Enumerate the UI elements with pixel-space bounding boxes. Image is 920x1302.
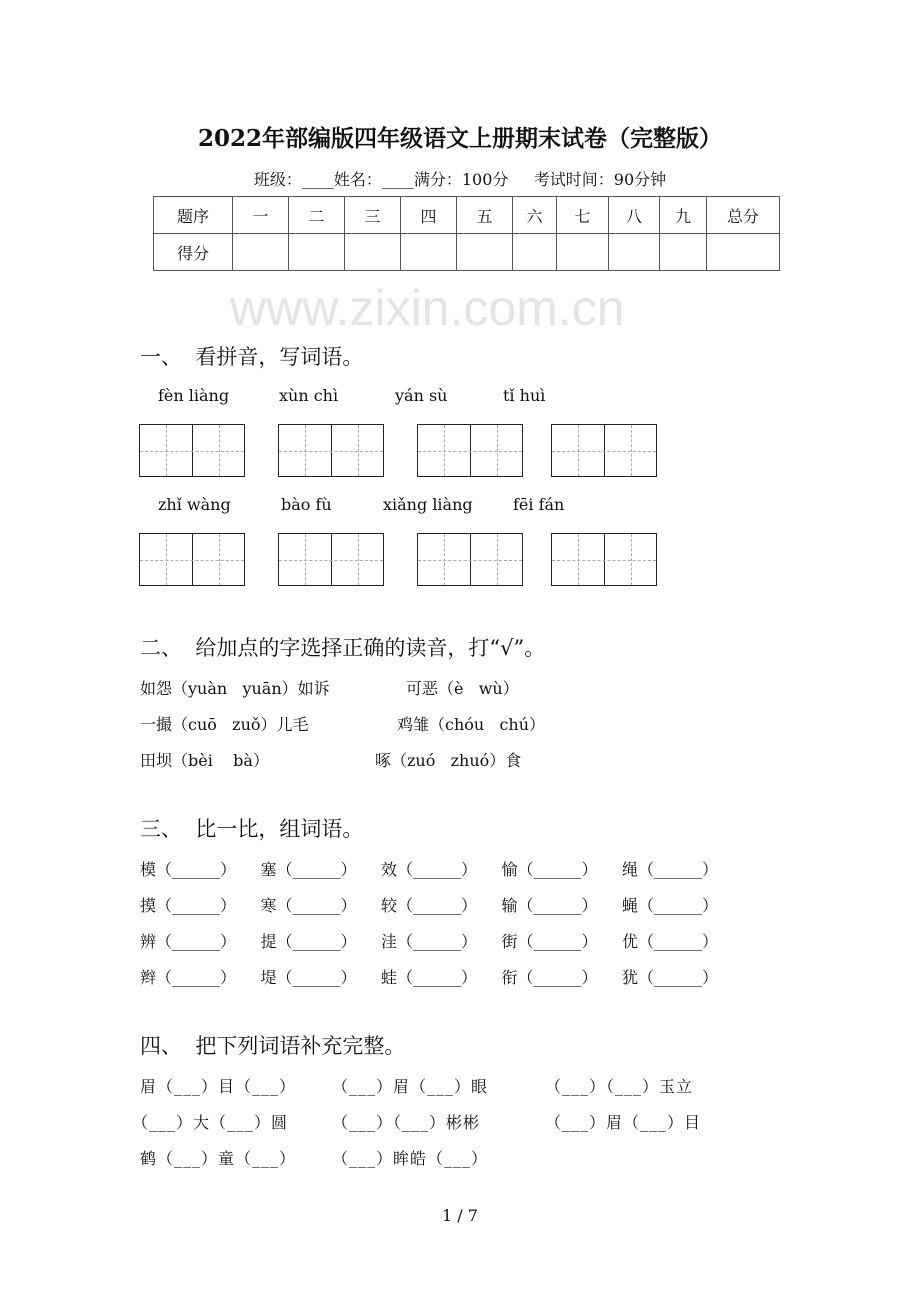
- word-compare-item: 模（______）: [140, 860, 237, 879]
- word-compare-item: 较（______）: [381, 896, 478, 915]
- section-2-heading: 二、 给加点的字选择正确的读音，打“√”。: [140, 636, 546, 660]
- score-cell[interactable]: [289, 234, 345, 271]
- word-compare-item: 辫（______）: [140, 968, 237, 987]
- reading-choice-item: 啄（zuó zhuó）食: [375, 751, 522, 770]
- grid-line: [305, 425, 306, 476]
- pinyin-label: xùn chì: [279, 386, 339, 405]
- grid-line: [444, 534, 445, 585]
- word-compare-item: 输（______）: [501, 896, 598, 915]
- grid-line: [305, 534, 306, 585]
- word-compare-item: 犹（______）: [622, 968, 719, 987]
- grid-line: [219, 534, 220, 585]
- word-compare-item: 优（______）: [622, 932, 719, 951]
- section-3-heading: 三、 比一比，组词语。: [140, 817, 364, 841]
- idiom-fill-item: （___）眸皓（___）: [332, 1149, 489, 1168]
- score-row-label: 得分: [154, 234, 233, 271]
- score-cell[interactable]: [401, 234, 457, 271]
- idiom-fill-item: （___）（___）彬彬: [332, 1113, 481, 1132]
- grid-line: [166, 425, 167, 476]
- pinyin-label: fēi fán: [513, 495, 565, 514]
- grid-line: [552, 560, 656, 561]
- grid-line: [418, 560, 522, 561]
- score-header-cell: 一: [233, 197, 289, 234]
- idiom-fill-item: （___）（___）玉立: [545, 1077, 694, 1096]
- grid-line: [140, 560, 244, 561]
- grid-line: [497, 534, 498, 585]
- section-4-heading: 四、 把下列词语补充完整。: [140, 1034, 406, 1058]
- grid-line: [444, 425, 445, 476]
- grid-line: [578, 534, 579, 585]
- exam-info: 班级：____姓名：____满分：100分 考试时间：90分钟: [253, 170, 667, 189]
- score-header-cell: 四: [401, 197, 457, 234]
- writing-grid-box[interactable]: [551, 424, 657, 477]
- word-compare-item: 辨（______）: [140, 932, 237, 951]
- idiom-fill-item: 眉（___）目（___）: [140, 1077, 297, 1096]
- word-compare-item: 堤（______）: [260, 968, 357, 987]
- word-compare-item: 摸（______）: [140, 896, 237, 915]
- writing-grid-box[interactable]: [551, 533, 657, 586]
- score-header-cell: 七: [557, 197, 609, 234]
- grid-line: [219, 425, 220, 476]
- score-header-cell: 五: [457, 197, 513, 234]
- score-header-cell: 二: [289, 197, 345, 234]
- reading-choice-item: 如怨（yuàn yuān）如诉: [140, 679, 330, 698]
- score-cell[interactable]: [557, 234, 609, 271]
- idiom-fill-item: （___）眉（___）眼: [332, 1077, 489, 1096]
- pinyin-label: tǐ huì: [503, 386, 546, 405]
- word-compare-item: 愉（______）: [501, 860, 598, 879]
- grid-line: [497, 425, 498, 476]
- word-compare-item: 寒（______）: [260, 896, 357, 915]
- score-cell[interactable]: [233, 234, 289, 271]
- pinyin-label: bào fù: [281, 495, 332, 514]
- score-header-cell: 八: [609, 197, 660, 234]
- grid-line: [358, 425, 359, 476]
- section-1-heading: 一、 看拼音，写词语。: [140, 345, 364, 369]
- word-compare-item: 塞（______）: [260, 860, 357, 879]
- score-header-cell: 题序: [154, 197, 233, 234]
- idiom-fill-item: 鹤（___）童（___）: [140, 1149, 297, 1168]
- score-cell[interactable]: [513, 234, 557, 271]
- reading-choice-item: 田坝（bèi bà）: [140, 751, 269, 770]
- grid-line: [279, 451, 383, 452]
- grid-line: [578, 425, 579, 476]
- word-compare-item: 蛙（______）: [381, 968, 478, 987]
- score-cell[interactable]: [660, 234, 707, 271]
- word-compare-item: 蝇（______）: [622, 896, 719, 915]
- writing-grid-box[interactable]: [139, 533, 245, 586]
- word-compare-item: 街（______）: [501, 932, 598, 951]
- score-cell[interactable]: [707, 234, 780, 271]
- idiom-fill-item: （___）眉（___）目: [545, 1113, 702, 1132]
- score-header-cell: 三: [345, 197, 401, 234]
- grid-line: [631, 534, 632, 585]
- writing-grid-box[interactable]: [417, 533, 523, 586]
- reading-choice-item: 可恶（è wù）: [406, 679, 519, 698]
- grid-line: [358, 534, 359, 585]
- reading-choice-item: 鸡雏（chóu chú）: [397, 715, 546, 734]
- score-header-cell: 九: [660, 197, 707, 234]
- grid-line: [418, 451, 522, 452]
- pinyin-label: xiǎng liàng: [383, 495, 473, 514]
- writing-grid-box[interactable]: [278, 533, 384, 586]
- grid-line: [279, 560, 383, 561]
- pinyin-label: fèn liàng: [158, 386, 230, 405]
- page-number: 1 / 7: [442, 1206, 478, 1225]
- word-compare-item: 衔（______）: [501, 968, 598, 987]
- grid-line: [140, 451, 244, 452]
- word-compare-item: 绳（______）: [622, 860, 719, 879]
- writing-grid-box[interactable]: [417, 424, 523, 477]
- reading-choice-item: 一撮（cuō zuǒ）儿毛: [140, 715, 309, 734]
- watermark: www.zixin.com.cn: [230, 280, 625, 336]
- word-compare-item: 效（______）: [381, 860, 478, 879]
- grid-line: [166, 534, 167, 585]
- word-compare-item: 提（______）: [260, 932, 357, 951]
- score-cell[interactable]: [609, 234, 660, 271]
- page-title: 2022年部编版四年级语文上册期末试卷（完整版）: [197, 125, 722, 152]
- word-compare-item: 洼（______）: [381, 932, 478, 951]
- grid-line: [552, 451, 656, 452]
- score-cell[interactable]: [345, 234, 401, 271]
- pinyin-label: yán sù: [395, 386, 448, 405]
- score-cell[interactable]: [457, 234, 513, 271]
- score-header-cell: 总分: [707, 197, 780, 234]
- score-header-cell: 六: [513, 197, 557, 234]
- writing-grid-box[interactable]: [139, 424, 245, 477]
- idiom-fill-item: （___）大（___）圆: [132, 1113, 289, 1132]
- score-table: [153, 196, 780, 271]
- pinyin-label: zhǐ wàng: [158, 495, 231, 514]
- grid-line: [631, 425, 632, 476]
- writing-grid-box[interactable]: [278, 424, 384, 477]
